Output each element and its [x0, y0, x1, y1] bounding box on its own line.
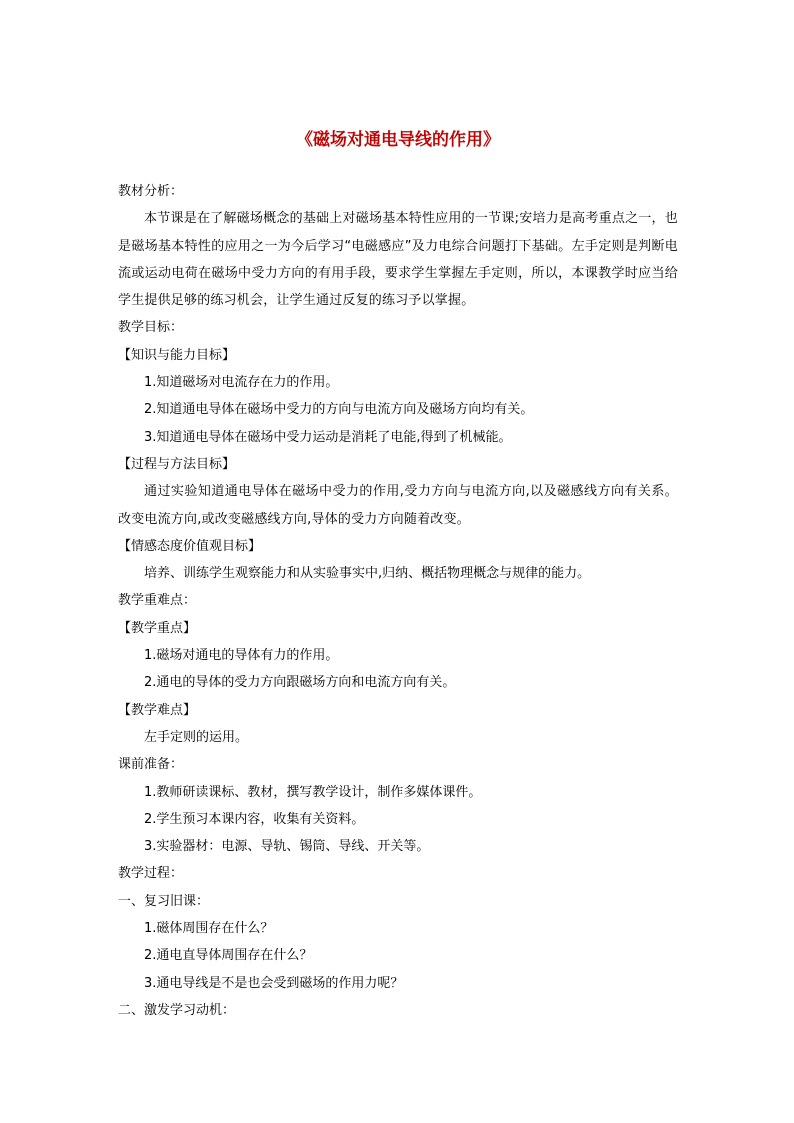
process-paragraph: 通过实验知道通电导体在磁场中受力的作用,受力方向与电流方向,以及磁感线方向有关系。改变电流方向,或改变磁感线方向,导体的受力方向随着改变。 — [118, 484, 678, 527]
difficulty-paragraph: 左手定则的运用。 — [144, 729, 249, 745]
knowledge-item: 1.知道磁场对电流存在力的作用。 — [144, 375, 339, 391]
analysis-heading: 教材分析： — [118, 184, 184, 199]
review-heading: 一、复习旧课： — [118, 893, 210, 909]
process-heading: 【过程与方法目标】 — [118, 456, 236, 472]
prep-item: 1.教师研读课标、教材，撰写教学设计，制作多媒体课件。 — [144, 784, 482, 800]
review-item: 1.磁体周围存在什么？ — [144, 921, 274, 937]
knowledge-heading: 【知识与能力目标】 — [118, 347, 236, 363]
focus-heading: 【教学重点】 — [118, 620, 197, 636]
focus-item: 2.通电的导体的受力方向跟磁场方向和电流方向有关。 — [144, 675, 456, 691]
emotion-paragraph: 培养、训练学生观察能力和从实验事实中,归纳、概括物理概念与规律的能力。 — [144, 566, 591, 582]
review-item: 2.通电直导体周围存在什么？ — [144, 948, 313, 964]
prep-item: 2.学生预习本课内容，收集有关资料。 — [144, 811, 365, 827]
knowledge-item: 2.知道通电导体在磁场中受力的方向与电流方向及磁场方向均有关。 — [144, 402, 534, 418]
document-body — [118, 178, 678, 1024]
prep-heading: 课前准备： — [118, 757, 184, 773]
emotion-heading: 【情感态度价值观目标】 — [118, 538, 262, 554]
document-title: 《磁场对通电导线的作用》 — [296, 130, 500, 150]
review-item: 3.通电导线是不是也会受到磁场的作用力呢？ — [144, 975, 404, 991]
keypoints-heading: 教学重难点： — [118, 593, 197, 609]
analysis-paragraph: 本节课是在了解磁场概念的基础上对磁场基本特性应用的一节课;安培力是高考重点之一，也是磁场基本特性的应用之一为今后学习“电磁感应”及力电综合问题打下基础。左手定则是判断电流或运动电荷在磁场中受力方向的有用手段，要求学生掌握左手定则，所以，本课教学时应当给学生提供足够的练习机会，让学生通过反复的练习予以掌握。 — [118, 211, 678, 309]
motivation-heading: 二、激发学习动机： — [118, 1002, 236, 1018]
knowledge-item: 3.知道通电导体在磁场中受力运动是消耗了电能,得到了机械能。 — [144, 429, 512, 445]
goals-heading: 教学目标： — [118, 320, 184, 336]
focus-item: 1.磁场对通电的导体有力的作用。 — [144, 648, 339, 664]
process-steps-heading: 教学过程： — [118, 866, 184, 882]
difficulty-heading: 【教学难点】 — [118, 702, 197, 718]
prep-item: 3.实验器材：电源、导轨、锡筒、导线、开关等。 — [144, 839, 430, 855]
